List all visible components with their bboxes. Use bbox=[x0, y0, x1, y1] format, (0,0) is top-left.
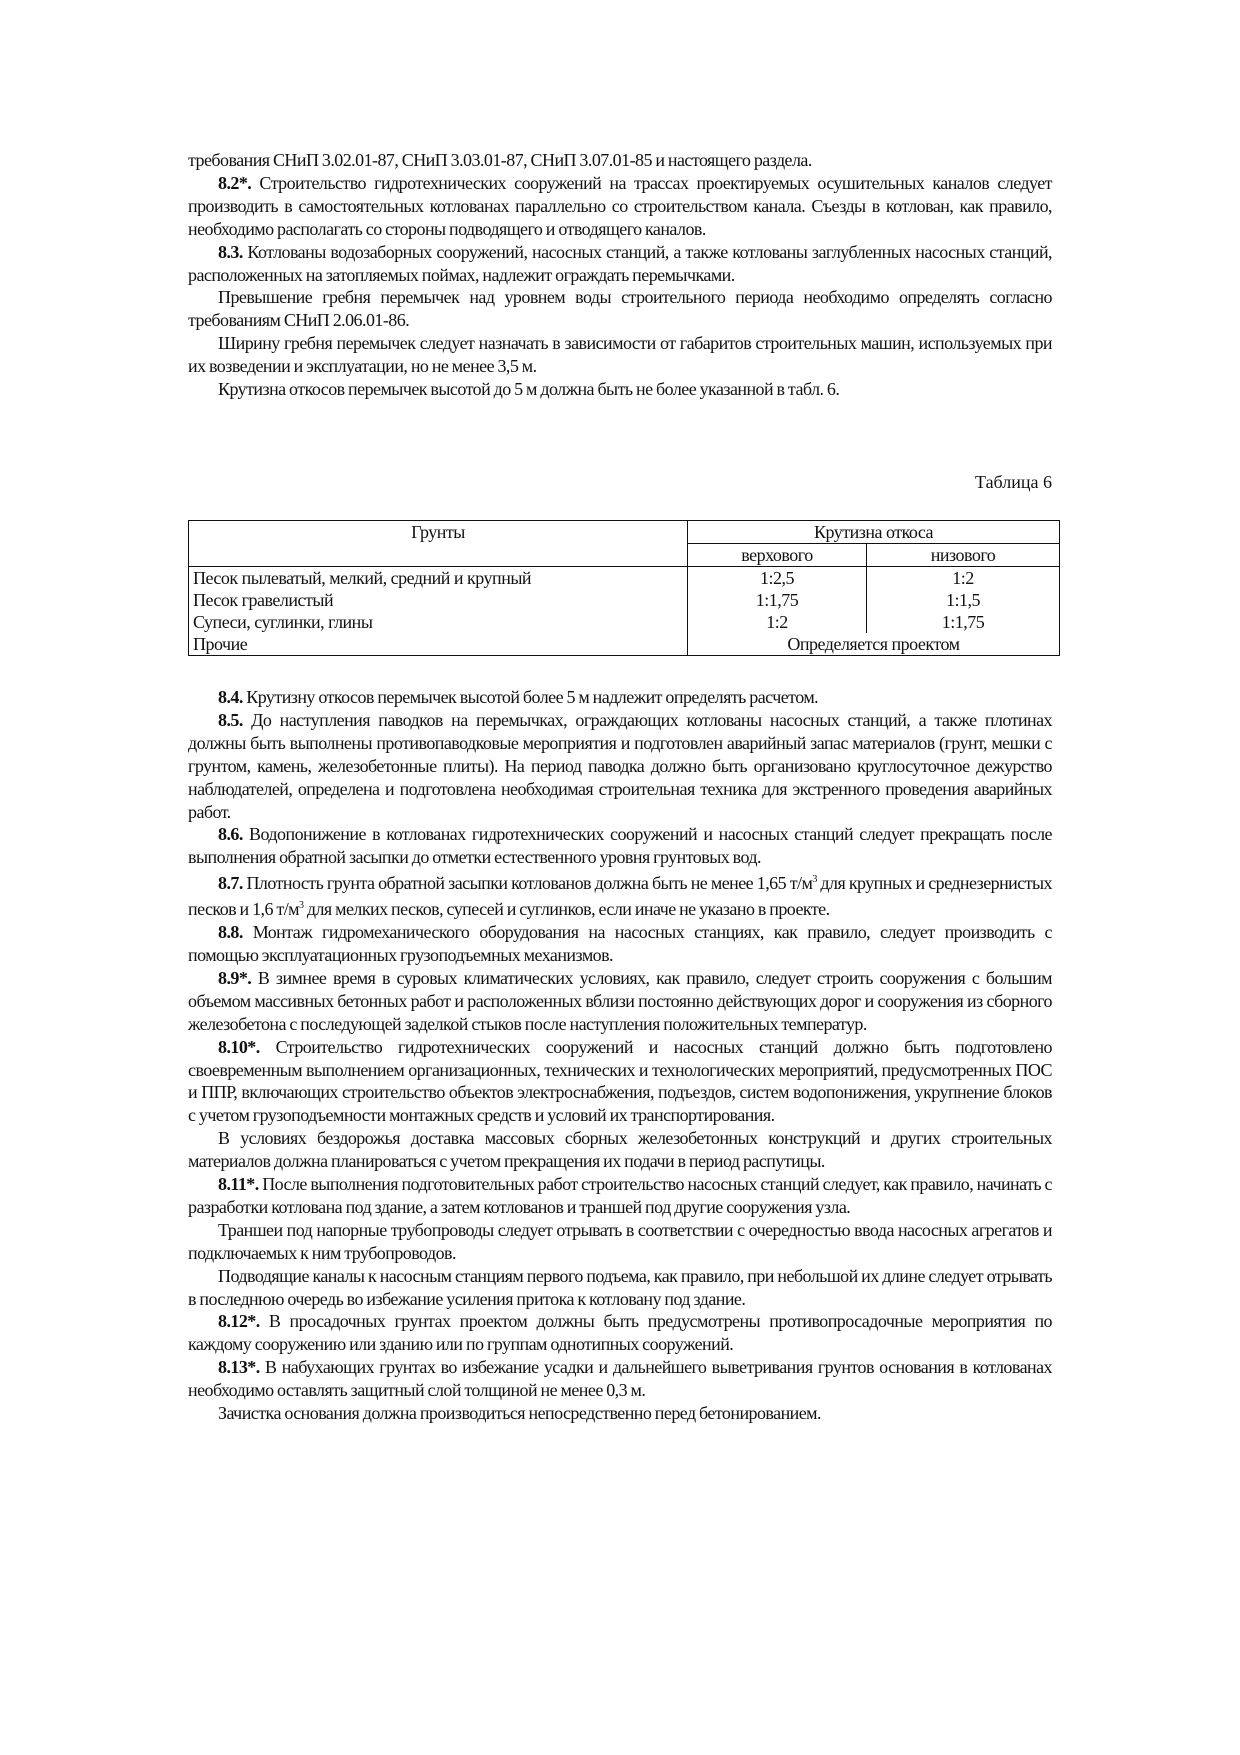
slope-table bbox=[188, 520, 1060, 656]
clause-number: 8.5. bbox=[218, 709, 243, 730]
clause-number: 8.4. bbox=[218, 687, 243, 707]
table-row bbox=[189, 611, 1060, 633]
paragraph: В условиях бездорожья доставка массовых сборных железобетонных конструкций и других строительных материалов должна планироваться с учетом прекращения их подачи в период распутицы. bbox=[188, 1128, 1052, 1172]
cell-soil: Прочие bbox=[193, 634, 248, 654]
header-upstream: верхового bbox=[688, 544, 867, 567]
paragraph bbox=[188, 149, 1052, 172]
table-row bbox=[189, 589, 1060, 611]
paragraph-text: для крупных и среднезернистых песков и 1,6 т/м bbox=[188, 873, 1052, 920]
paragraph bbox=[188, 332, 1052, 378]
paragraph-8-11 bbox=[188, 1173, 1052, 1219]
paragraph-8-12 bbox=[188, 1310, 1052, 1356]
clause-number: 8.13*. bbox=[218, 1357, 260, 1378]
clause-number: 8.9*. bbox=[218, 967, 252, 988]
cell-upstream: 1:2 bbox=[688, 611, 867, 633]
superscript: 3 bbox=[812, 874, 817, 886]
paragraph-8-10 bbox=[188, 1036, 1052, 1128]
cell-upstream: 1:1,75 bbox=[688, 589, 867, 611]
paragraph-8-6 bbox=[188, 823, 1052, 869]
paragraph-8-3 bbox=[188, 241, 1052, 287]
header-slope: Крутизна откоса bbox=[688, 521, 1060, 544]
cell-downstream: 1:1,75 bbox=[867, 611, 1060, 633]
table-header-row bbox=[189, 521, 1060, 544]
paragraph-text: В просадочных грунтах проектом должны быть предусмотрены противопросадочные мероприятия по каждому сооружению или зданию или по группам однотипных сооружений. bbox=[188, 1311, 1052, 1355]
paragraph-8-2 bbox=[188, 172, 1052, 241]
paragraph-8-13 bbox=[188, 1356, 1052, 1402]
clause-number: 8.7. bbox=[218, 873, 243, 894]
paragraph-8-5 bbox=[188, 709, 1052, 824]
paragraph-text: Строительство гидротехнических сооружений и насосных станций должно быть подготовлено своевременным выполнением организационных, технических и технологических мероприятий, предусмотренных ПОС и ППР, включающих строительство объектов электроснабжения, подъездов, систем водопонижения, укрупнение блоков с учетом грузоподъемности монтажных средств и условий их транспортирования. bbox=[188, 1036, 1052, 1126]
paragraph-text: Превышение гребня перемычек над уровнем воды строительного периода необходимо определять согласно требованиям СНиП 2.06.01-86. bbox=[188, 287, 1052, 331]
clause-number: 8.11*. bbox=[218, 1174, 259, 1195]
paragraph-text: Водопонижение в котлованах гидротехнических сооружений и насосных станций следует прекращать после выполнения обратной засыпки до отметки естественного уровня грунтовых вод. bbox=[188, 824, 1052, 868]
table-row bbox=[189, 633, 1060, 656]
clause-number: 8.8. bbox=[218, 922, 243, 943]
paragraph bbox=[188, 378, 1052, 401]
top-text bbox=[188, 149, 1052, 401]
paragraph-text: В набухающих грунтах во избежание усадки и дальнейшего выветривания грунтов основания в котлованах необходимо оставлять защитный слой толщиной не менее 0,3 м. bbox=[188, 1357, 1052, 1401]
cell-soil: Песок пылеватый, мелкий, средний и крупный bbox=[193, 568, 532, 588]
cell-downstream: 1:2 bbox=[867, 567, 1060, 590]
superscript: 3 bbox=[298, 900, 304, 912]
paragraph bbox=[188, 286, 1052, 332]
clause-number: 8.10*. bbox=[218, 1036, 260, 1057]
clause-number: 8.6. bbox=[218, 824, 243, 845]
paragraph-8-4 bbox=[188, 686, 1052, 709]
header-downstream: низового bbox=[867, 544, 1060, 567]
paragraph-8-8 bbox=[188, 921, 1052, 967]
bottom-text bbox=[188, 686, 1052, 1425]
paragraph-text: для мелких песков, супесей и суглинков, если иначе не указано в проекте. bbox=[303, 899, 830, 920]
cell-soil: Супеси, суглинки, глины bbox=[193, 612, 373, 632]
clause-number: 8.12*. bbox=[218, 1311, 260, 1332]
cell-upstream: 1:2,5 bbox=[688, 567, 867, 590]
table-caption: Таблица 6 bbox=[975, 472, 1052, 492]
clause-number: 8.3. bbox=[218, 241, 243, 262]
paragraph: Траншеи под напорные трубопроводы следует отрывать в соответствии с очередностью ввода насосных агрегатов и подключаемых к ним трубопроводов. bbox=[188, 1219, 1052, 1263]
cell-soil: Песок гравелистый bbox=[193, 590, 334, 610]
paragraph-text: требования СНиП 3.02.01-87, СНиП 3.03.01-87, СНиП 3.07.01-85 и настоящего раздела. bbox=[188, 150, 812, 170]
paragraph-text: Крутизна откосов перемычек высотой до 5 м должна быть не более указанной в табл. 6. bbox=[218, 379, 840, 400]
paragraph-text: Ширину гребня перемычек следует назначать в зависимости от габаритов строительных машин, используемых при их возведении и эксплуатации, но не менее 3,5 м. bbox=[188, 333, 1052, 377]
paragraph-text: В зимнее время в суровых климатических условиях, как правило, следует строить сооружения с большим объемом массивных бетонных работ и расположенных вблизи постоянно действующих дорог и сооружения из сборного железобетона с последующей заделкой стыков после наступления положительных температур. bbox=[188, 967, 1052, 1034]
cell-downstream: 1:1,5 bbox=[867, 589, 1060, 611]
paragraph-text: Плотность грунта обратной засыпки котлованов должна быть не менее 1,65 т/м bbox=[242, 873, 813, 894]
table-row bbox=[189, 567, 1060, 590]
paragraph: Зачистка основания должна производиться непосредственно перед бетонированием. bbox=[218, 1403, 821, 1424]
paragraph-8-9 bbox=[188, 967, 1052, 1036]
paragraph-text: После выполнения подготовительных работ строительство насосных станций следует, как правило, начинать с разработки котлована под здание, а затем котлованов и траншей под другие сооружения узла. bbox=[188, 1174, 1052, 1217]
paragraph-8-7 bbox=[188, 869, 1052, 921]
paragraph: Подводящие каналы к насосным станциям первого подъема, как правило, при небольшой их длине следует отрывать в последнюю очередь во избежание усиления притока к котловану под здание. bbox=[188, 1265, 1052, 1309]
cell-merged: Определяется проектом bbox=[688, 633, 1060, 656]
paragraph-text: Котлованы водозаборных сооружений, насосных станций, а также котлованы заглубленных насосных станций, расположенных на затопляемых поймах, надлежит ограждать перемычками. bbox=[188, 241, 1052, 285]
header-soils: Грунты bbox=[189, 521, 688, 567]
paragraph-text: Строительство гидротехнических сооружений на трассах проектируемых осушительных каналов следует производить в самостоятельных котлованах параллельно со строительством канала. Съезды в котлован, как правило, необходимо располагать со стороны подводящего и отводящего каналов. bbox=[188, 172, 1052, 239]
clause-number: 8.2*. bbox=[218, 172, 252, 193]
paragraph-text: До наступления паводков на перемычках, ограждающих котлованы насосных станций, а также плотинах должны быть выполнены противопаводковые мероприятия и подготовлен аварийный запас материалов (грунт, мешки с грунтом, камень, железобетонные плиты). На период паводка должно быть организовано круглосуточное дежурство наблюдателей, определена и подготовлена необходимая строительная техника для экстренного проведения аварийных работ. bbox=[188, 709, 1052, 822]
paragraph-text: Крутизну откосов перемычек высотой более 5 м надлежит определять расчетом. bbox=[242, 687, 819, 707]
paragraph-text: Монтаж гидромеханического оборудования на насосных станциях, как правило, следует производить с помощью эксплуатационных грузоподъемных механизмов. bbox=[188, 922, 1052, 965]
